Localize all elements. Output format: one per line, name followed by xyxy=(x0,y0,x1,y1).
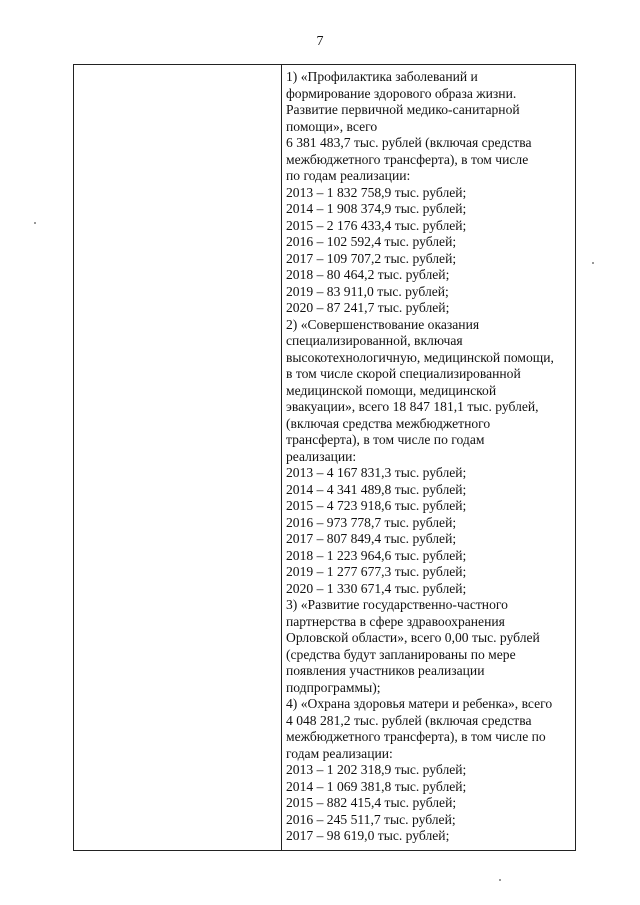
scan-speck xyxy=(499,879,501,881)
text-line: трансферта), в том числе по годам xyxy=(286,432,485,447)
text-line: Развитие первичной медико-санитарной xyxy=(286,102,520,117)
table-left-column xyxy=(74,65,282,850)
text-line: 2015 – 882 415,4 тыс. рублей; xyxy=(286,795,457,810)
text-line: в том числе скорой специализированной xyxy=(286,366,521,381)
text-line: 2016 – 102 592,4 тыс. рублей; xyxy=(286,234,457,249)
text-line: межбюджетного трансферта), в том числе по xyxy=(286,729,546,744)
text-line: 1) «Профилактика заболеваний и xyxy=(286,69,478,84)
text-line: медицинской помощи, медицинской xyxy=(286,382,497,398)
text-line: 4) «Охрана здоровья матери и ребенка», всего xyxy=(286,696,553,711)
text-line: специализированной, включая xyxy=(286,333,463,348)
text-line: высокотехнологичную, медицинской помощи, xyxy=(286,349,554,365)
text-line: 2015 – 4 723 918,6 тыс. рублей; xyxy=(286,498,467,513)
text-line: эвакуации», всего 18 847 181,1 тыс. рублей, xyxy=(286,399,539,414)
text-line: реализации: xyxy=(286,448,357,464)
text-line: 3) «Развитие государственно-частного xyxy=(286,597,508,612)
text-line: 2) «Совершенствование оказания xyxy=(286,316,480,332)
text-line: партнерства в сфере здравоохранения xyxy=(286,613,505,629)
text-line: 2018 – 80 464,2 тыс. рублей; xyxy=(286,267,450,282)
text-line: (средства будут запланированы по мере xyxy=(286,646,516,662)
text-line: 2013 – 1 832 758,9 тыс. рублей; xyxy=(286,184,467,200)
text-line: межбюджетного трансферта), в том числе xyxy=(286,151,529,167)
text-line: (включая средства межбюджетного xyxy=(286,415,491,431)
text-line: 2017 – 807 849,4 тыс. рублей; xyxy=(286,531,457,546)
text-line: 2020 – 87 241,7 тыс. рублей; xyxy=(286,300,450,315)
text-line: 2019 – 83 911,0 тыс. рублей; xyxy=(286,283,449,299)
text-line: 2013 – 1 202 318,9 тыс. рублей; xyxy=(286,762,467,777)
text-line: помощи», всего xyxy=(286,118,378,134)
scan-speck xyxy=(34,222,36,224)
text-line: Орловской области», всего 0,00 тыс. рублей xyxy=(286,630,540,645)
text-line: 2017 – 98 619,0 тыс. рублей; xyxy=(286,828,450,843)
text-line: годам реализации: xyxy=(286,745,393,761)
text-line: 2019 – 1 277 677,3 тыс. рублей; xyxy=(286,564,467,579)
text-line: 2020 – 1 330 671,4 тыс. рублей; xyxy=(286,580,467,596)
text-line: по годам реализации: xyxy=(286,168,411,183)
text-line: подпрограммы); xyxy=(286,679,381,695)
text-line: 4 048 281,2 тыс. рублей (включая средства xyxy=(286,712,532,728)
page-number: 7 xyxy=(316,34,324,49)
text-line: 2017 – 109 707,2 тыс. рублей; xyxy=(286,250,457,266)
text-line: формирование здорового образа жизни. xyxy=(286,85,517,101)
funding-table xyxy=(73,64,576,851)
text-line: 2018 – 1 223 964,6 тыс. рублей; xyxy=(286,547,467,563)
text-line: 2013 – 4 167 831,3 тыс. рублей; xyxy=(286,465,467,480)
text-line: появления участников реализации xyxy=(286,663,485,678)
text-line: 6 381 483,7 тыс. рублей (включая средства xyxy=(286,135,532,150)
text-line: 2015 – 2 176 433,4 тыс. рублей; xyxy=(286,217,467,233)
text-line: 2014 – 1 069 381,8 тыс. рублей; xyxy=(286,778,467,794)
scan-speck xyxy=(592,262,594,264)
text-line: 2016 – 973 778,7 тыс. рублей; xyxy=(286,514,457,530)
text-line: 2016 – 245 511,7 тыс. рублей; xyxy=(286,811,456,827)
text-line: 2014 – 1 908 374,9 тыс. рублей; xyxy=(286,201,467,216)
text-line: 2014 – 4 341 489,8 тыс. рублей; xyxy=(286,481,467,497)
table-right-column xyxy=(282,65,575,850)
